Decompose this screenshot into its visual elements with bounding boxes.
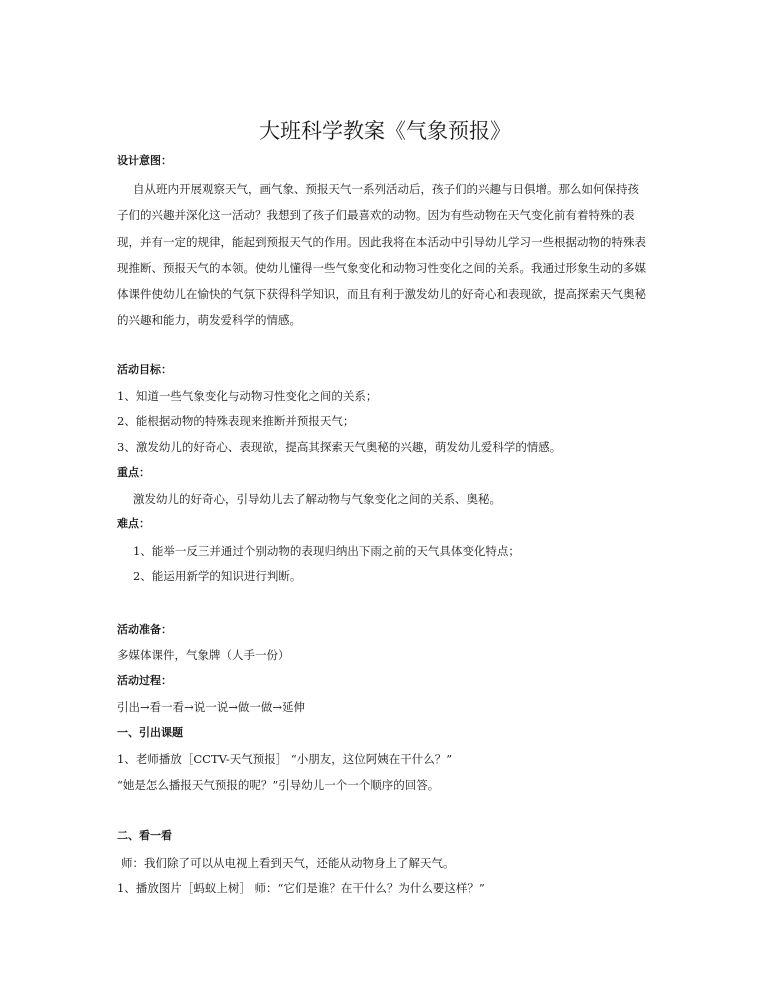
design-intent-line: 现，并有一定的规律，能起到预报天气的作用。因此我将在本活动中引导幼儿学习一些根据动物的特殊表 xyxy=(117,235,646,249)
section-one-heading: 一、引出课题 xyxy=(117,726,183,739)
key-point-text: 激发幼儿的好奇心，引导幼儿去了解动物与气象变化之间的关系、奥秘。 xyxy=(133,492,501,506)
process-text: 引出→看一看→说一说→做一做→延伸 xyxy=(117,700,306,714)
section-two-line: 师：我们除了可以从电视上看到天气，还能从动物身上了解天气。 xyxy=(121,856,455,870)
goal-item: 3、激发幼儿的好奇心、表现欲，提高其探索天气奥秘的兴趣，萌发幼儿爱科学的情感。 xyxy=(117,440,562,454)
goals-heading: 活动目标： xyxy=(117,363,172,376)
section-two-line: 1、播放图片［蚂蚁上树］ 师：“它们是谁？在干什么？为什么要这样？” xyxy=(117,881,485,895)
preparation-text: 多媒体课件，气象牌（人手一份） xyxy=(117,648,290,662)
difficulty-item: 2、能运用新学的知识进行判断。 xyxy=(133,569,302,583)
document-title: 大班科学教案《气象预报》 xyxy=(259,119,511,143)
goal-item: 2、能根据动物的特殊表现来推断并预报天气； xyxy=(117,414,355,428)
design-intent-line: 子们的兴趣并深化这一活动？我想到了孩子们最喜欢的动物。因为有些动物在天气变化前有着特殊的表 xyxy=(117,208,635,222)
section-one-line: 1、老师播放［CCTV-天气预报］ “小朋友，这位阿姨在干什么？” xyxy=(117,752,453,766)
difficulty-item: 1、能举一反三并通过个别动物的表现归纳出下雨之前的天气具体变化特点； xyxy=(133,544,520,558)
preparation-heading: 活动准备： xyxy=(117,623,172,636)
design-intent-line: 现推断、预报天气的本领。使幼儿懂得一些气象变化和动物习性变化之间的关系。我通过形象生动的多媒 xyxy=(117,261,646,275)
goal-item: 1、知道一些气象变化与动物习性变化之间的关系； xyxy=(117,389,378,403)
key-point-heading: 重点： xyxy=(117,466,150,479)
section-one-line: “她是怎么播报天气预报的呢？”引导幼儿一个一个顺序的回答。 xyxy=(117,778,440,792)
design-intent-heading: 设计意图： xyxy=(117,154,172,167)
design-intent-line: 自从班内开展观察天气，画气象、预报天气一系列活动后，孩子们的兴趣与日俱增。那么如何保持孩 xyxy=(133,182,639,196)
design-intent-line: 体课件使幼儿在愉快的气氛下获得科学知识，而且有利于激发幼儿的好奇心和表现欲，提高探索天气奥秘 xyxy=(117,287,646,301)
process-heading: 活动过程： xyxy=(117,674,172,687)
section-two-heading: 二、看一看 xyxy=(117,829,172,842)
design-intent-line: 的兴趣和能力，萌发爱科学的情感。 xyxy=(117,313,301,327)
difficulty-heading: 难点： xyxy=(117,517,150,530)
